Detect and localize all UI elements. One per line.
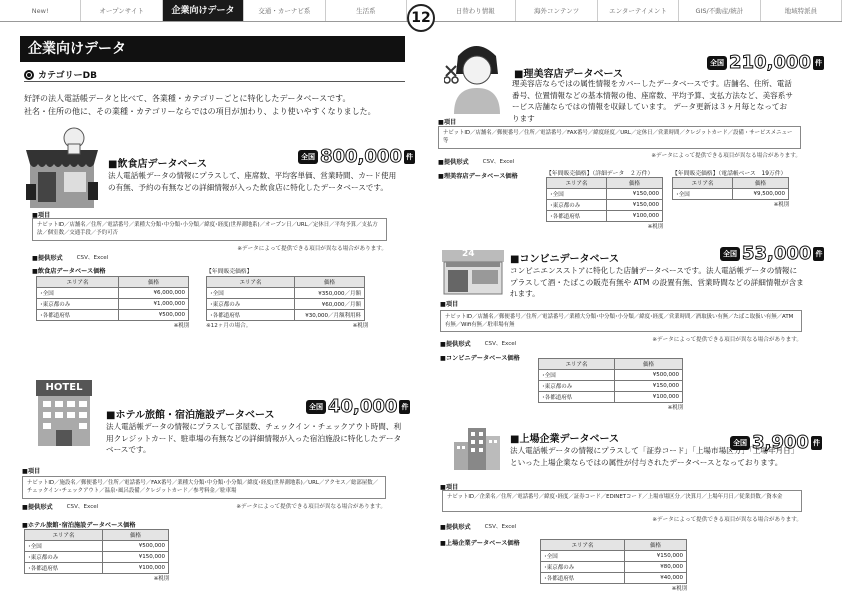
col-area: エリア名 xyxy=(539,359,615,370)
restaurant-table-title: ■飲食店データベース価格 xyxy=(32,268,106,275)
office-buildings-illustration xyxy=(452,424,502,472)
col-area: エリア名 xyxy=(547,178,607,189)
price-cell: ¥150,000 xyxy=(615,381,683,392)
area-cell: ･東京都のみ xyxy=(541,562,625,573)
price-cell: ¥150,000 xyxy=(607,189,663,200)
convenience-sign: 24 xyxy=(462,249,475,259)
area-cell: ･各都道府県 xyxy=(541,573,625,584)
hairdresser-illustration xyxy=(444,36,508,114)
area-cell: ･全国 xyxy=(541,551,625,562)
col-area: エリア名 xyxy=(673,178,733,189)
col-area: エリア名 xyxy=(207,277,295,288)
convenience-items-note: ※データによって提供できる項目が異なる場合があります。 xyxy=(652,337,802,343)
ken-label: 件 xyxy=(813,56,824,70)
tab-new[interactable]: New! xyxy=(0,0,81,21)
format-label: ■提供形式 xyxy=(438,159,469,166)
tax-note: ※税別 xyxy=(647,224,663,230)
restaurant-count-badge xyxy=(298,146,415,167)
restaurant-illustration xyxy=(24,124,100,212)
restaurant-format xyxy=(32,253,108,262)
hotel-sign: HOTEL xyxy=(45,382,83,393)
listed-items-note: ※データによって提供できる項目が異なる場合があります。 xyxy=(652,517,802,523)
hotel-format xyxy=(22,502,386,511)
col-price: 価格 xyxy=(625,540,687,551)
page-title: 企業向けデータ xyxy=(20,36,405,62)
price-cell: ¥500,000 xyxy=(103,541,169,552)
hotel-desc: 法人電話帳データの情報にプラスして部屋数、チェックイン・チェックアウト時間、利用クレジットカード、駐車場の有無などの詳細情報が入った宿泊施設に特化したデータベースです。 xyxy=(106,422,402,454)
ken-label: 件 xyxy=(811,436,822,450)
price-cell: ¥500,000 xyxy=(615,370,683,381)
listed-desc: 法人電話帳データの情報にプラスして「証券コード」「上場市場区分」「上場年月日」といった上場企業ならではの属性が付与されたデータベースとなっております。 xyxy=(510,446,799,467)
zenkoku-label: 全国 xyxy=(720,247,740,261)
tax-note: ※税別 xyxy=(671,586,687,592)
price-cell: ¥100,000 xyxy=(615,392,683,403)
format-label: ■提供形式 xyxy=(22,504,53,511)
area-cell: ･全国 xyxy=(539,370,615,381)
listed-count: 3,900 xyxy=(752,432,809,453)
col-area: エリア名 xyxy=(541,540,625,551)
category-label: カテゴリーDB xyxy=(38,71,97,81)
format-value: CSV、Excel xyxy=(482,159,515,165)
col-price: 価格 xyxy=(295,277,365,288)
price-cell: ¥100,000 xyxy=(103,563,169,574)
col-price: 価格 xyxy=(607,178,663,189)
format-label: ■提供形式 xyxy=(440,341,471,348)
ken-label: 件 xyxy=(813,247,824,261)
price-cell: ¥80,000 xyxy=(625,562,687,573)
tab-overseas[interactable]: 海外コンテンツ xyxy=(516,0,597,21)
category-heading xyxy=(24,68,97,81)
table-row xyxy=(541,562,687,573)
area-cell: ･全国 xyxy=(547,189,607,200)
table-row xyxy=(547,200,663,211)
salon-items: ナビットID／店舗名／郵便番号／住所／電話番号／FAX番号／緯度経度／URL／定休日／営業時間／クレジットカード／設備・サービスメニュー 等 xyxy=(438,126,801,149)
intro-line: 社名・住所の他に、その業種・カテゴリーならではの項目が加わり、より使いやすくなりました。 xyxy=(24,107,376,116)
zenkoku-label: 全国 xyxy=(707,56,727,70)
area-cell: ･各都道府県 xyxy=(207,310,295,321)
table-row xyxy=(539,370,683,381)
hotel-count-badge xyxy=(306,396,410,417)
listed-items: ナビットID／企業名／住所／電話番号／緯度･経度／証券コード／EDINETコード／上場市場区分／決算月／上場年月日／従業員数／資本金 xyxy=(442,490,802,512)
hotel-price-table xyxy=(24,529,169,582)
intro-line: 好評の法人電話帳データと比べて、各業種・カテゴリーごとに特化したデータベースです。 xyxy=(24,94,351,103)
price-cell: ¥30,000／月額利用料 xyxy=(295,310,365,321)
hotel-items-note: ※データによって提供できる項目が異なる場合があります。 xyxy=(236,504,386,510)
convenience-items-label: ■項目 xyxy=(440,301,459,308)
listed-items-label: ■項目 xyxy=(440,484,459,491)
convenience-count-badge xyxy=(720,243,824,264)
tax-note: ※税別 xyxy=(667,405,683,411)
table-row xyxy=(207,310,365,321)
listed-price-table xyxy=(540,539,687,592)
intro-text xyxy=(24,92,404,118)
restaurant-items-label: ■項目 xyxy=(32,212,51,219)
convenience-items: ナビットID／店舗名／郵便番号／住所／電話番号／業種大分類･中分類･小分類／緯度･経度／営業時間／酒取扱い有無／たばこ取扱い有無／ATM有無／Wifi有無／駐車場有無 xyxy=(440,310,802,332)
listed-table-title: ■上場企業データベース価格 xyxy=(440,540,520,547)
price-cell: ¥1,000,000 xyxy=(119,299,189,310)
listed-title: ■上場企業データベース xyxy=(510,434,619,445)
tab-corporate-data[interactable]: 企業向けデータ xyxy=(163,0,244,21)
convenience-table-title: ■コンビニデータベース価格 xyxy=(440,355,520,362)
price-cell: ¥500,000 xyxy=(119,310,189,321)
convenience-desc: コンビニエンスストアに特化した店舗データベースです。法人電話帳データの情報にプラスして酒・たばこの販売有無や ATM の設置有無、営業時間などの詳細情報が含まれます。 xyxy=(510,266,804,298)
format-label: ■提供形式 xyxy=(440,524,471,531)
tax-note: ※税別 xyxy=(773,202,789,208)
format-label: ■提供形式 xyxy=(32,255,63,262)
tax-note: ※税別 xyxy=(153,576,169,582)
restaurant-desc: 法人電話帳データの情報にプラスして、座席数、平均客単価、営業時間、カード使用の有無、予約の有無などの詳細情報が入った飲食店に特化したデータベースです。 xyxy=(108,171,397,192)
format-value: CSV、Excel xyxy=(484,341,517,347)
table-row xyxy=(539,392,683,403)
area-cell: ･各都道府県 xyxy=(37,310,119,321)
salon-items-label: ■項目 xyxy=(438,119,457,126)
price-cell: ¥9,500,000 xyxy=(733,189,789,200)
restaurant-items: ナビットID／店舗名／住所／電話番号／業種大分類･中分類･小分類／緯度･経度(世界測地系)／オープン日／URL／定休日／平均予算／支払方法／個室数／交通手段／予約可否 xyxy=(32,218,387,241)
zenkoku-label: 全国 xyxy=(298,150,318,164)
area-cell: ･全国 xyxy=(25,541,103,552)
tab-entertainment[interactable]: エンターテイメント xyxy=(598,0,679,21)
salon-title: ■理美容店データベース xyxy=(514,69,623,80)
col-area: エリア名 xyxy=(25,530,103,541)
listed-format xyxy=(440,522,516,531)
area-cell: ･各都道府県 xyxy=(547,211,607,222)
page-number: 12 xyxy=(407,4,435,32)
zenkoku-label: 全国 xyxy=(306,400,326,414)
table-row xyxy=(539,381,683,392)
area-cell: ･東京都のみ xyxy=(547,200,607,211)
table-row xyxy=(207,288,365,299)
tax-note: ※税別 xyxy=(173,323,189,329)
salon-annual-title: 【年間販売価格】（詳細データ ２万件） xyxy=(546,171,654,177)
price-cell: ¥150,000 xyxy=(103,552,169,563)
tab-traffic[interactable]: 交通・カーナビ系 xyxy=(244,0,325,21)
col-price: 価格 xyxy=(615,359,683,370)
table-row xyxy=(541,551,687,562)
area-cell: ･全国 xyxy=(673,189,733,200)
tab-regional[interactable]: 地域特派員 xyxy=(761,0,842,21)
salon-count-badge xyxy=(707,52,824,73)
table-row xyxy=(37,310,189,321)
convenience-price-table xyxy=(538,358,683,411)
restaurant-price-table xyxy=(36,276,189,329)
price-cell: ¥350,000／月額 xyxy=(295,288,365,299)
format-value: CSV、Excel xyxy=(76,255,109,261)
annual-note: ※12ヶ月の場合。 xyxy=(206,323,252,329)
price-cell: ¥150,000 xyxy=(625,551,687,562)
col-area: エリア名 xyxy=(37,277,119,288)
tab-gis[interactable]: GIS/不動産/統計 xyxy=(679,0,760,21)
salon-count: 210,000 xyxy=(729,52,811,73)
salon-annual2-table xyxy=(672,177,789,208)
col-price: 価格 xyxy=(733,178,789,189)
table-row xyxy=(25,563,169,574)
hotel-title: ■ホテル旅館・宿泊施設データベース xyxy=(106,410,275,421)
table-row xyxy=(37,299,189,310)
area-cell: ･各都道府県 xyxy=(539,392,615,403)
format-value: CSV、Excel xyxy=(66,504,99,510)
convenience-format xyxy=(440,339,516,348)
restaurant-title: ■飲食店データベース xyxy=(108,159,207,170)
salon-table-title: ■理美容店データベース価格 xyxy=(438,173,518,180)
tab-life[interactable]: 生活系 xyxy=(326,0,407,21)
col-price: 価格 xyxy=(103,530,169,541)
area-cell: ･東京都のみ xyxy=(539,381,615,392)
table-row xyxy=(547,189,663,200)
area-cell: ･東京都のみ xyxy=(207,299,295,310)
price-cell: ¥100,000 xyxy=(607,211,663,222)
table-row xyxy=(547,211,663,222)
restaurant-annual-title: 【年間販売価格】 xyxy=(206,269,253,275)
table-row xyxy=(25,541,169,552)
table-row xyxy=(37,288,189,299)
tab-daily[interactable]: 日替わり情報 xyxy=(435,0,516,21)
price-cell: ¥150,000 xyxy=(607,200,663,211)
tab-open-site[interactable]: オープンサイト xyxy=(81,0,162,21)
salon-desc: 理美容店ならではの属性情報をカバーしたデータベースです。店舗名、住所、電話番号、位置情報などの基本情報の他、座席数、平均予算、支払方法など、美容系サービス店舗ならではの情報を収録しています。 データ更新は３ヶ月毎となっております xyxy=(512,79,793,123)
convenience-count: 53,000 xyxy=(742,243,812,264)
salon-items-note: ※データによって提供できる項目が異なる場合があります。 xyxy=(651,153,801,159)
area-cell: ･各都道府県 xyxy=(25,563,103,574)
salon-format xyxy=(438,157,514,166)
hotel-table-title: ■ホテル旅館･宿泊施設データベース価格 xyxy=(22,522,136,529)
circle-bullet-icon xyxy=(24,70,34,80)
area-cell: ･全国 xyxy=(37,288,119,299)
table-row xyxy=(25,552,169,563)
area-cell: ･東京都のみ xyxy=(25,552,103,563)
tax-note: ※税別 xyxy=(352,323,368,329)
salon-price-table xyxy=(546,177,663,230)
price-cell: ¥60,000／月額 xyxy=(295,299,365,310)
zenkoku-label: 全国 xyxy=(730,436,750,450)
table-row xyxy=(673,189,789,200)
table-row xyxy=(541,573,687,584)
restaurant-count: 800,000 xyxy=(320,146,402,167)
area-cell: ･全国 xyxy=(207,288,295,299)
hotel-items: ナビットID／施設名／郵便番号／住所／電話番号／FAX番号／業種大分類･中分類･小分類／緯度･経度(世界測地系)／URL／アクセス／総部屋数／チェックイン･チェックアウト／温泉･風呂設備／クレジットカード／参考料金／駐車場 xyxy=(22,476,386,499)
hotel-items-label: ■項目 xyxy=(22,468,41,475)
divider xyxy=(24,81,405,82)
table-row xyxy=(207,299,365,310)
col-price: 価格 xyxy=(119,277,189,288)
restaurant-items-note: ※データによって提供できる項目が異なる場合があります。 xyxy=(237,246,387,252)
convenience-title: ■コンビニデータベース xyxy=(510,254,619,265)
ken-label: 件 xyxy=(404,150,415,164)
salon-annual2-title: 【年間販売価格】（電話帳ベース 19万件） xyxy=(672,171,787,177)
restaurant-annual-table xyxy=(206,276,368,329)
price-cell: ¥40,000 xyxy=(625,573,687,584)
price-cell: ¥6,000,000 xyxy=(119,288,189,299)
area-cell: ･東京都のみ xyxy=(37,299,119,310)
ken-label: 件 xyxy=(399,400,410,414)
hotel-count: 40,000 xyxy=(328,396,398,417)
format-value: CSV、Excel xyxy=(484,524,517,530)
